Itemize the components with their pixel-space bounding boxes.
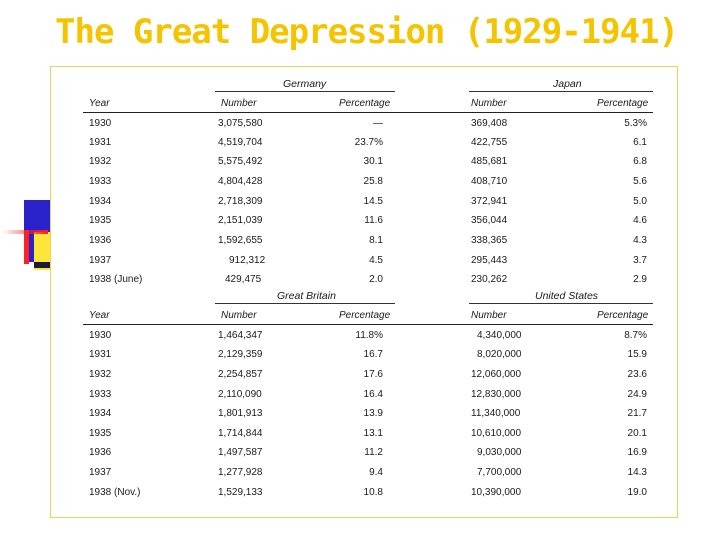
cell-percentage: — <box>373 118 383 129</box>
cell-number: 10,610,000 <box>471 428 522 439</box>
cell-number: 5,575,492 <box>218 156 263 167</box>
unemployment-table <box>83 74 653 504</box>
cell-year: 1936 <box>89 235 112 246</box>
cell-number: 7,700,000 <box>477 467 522 478</box>
cell-year: 1930 <box>89 118 112 129</box>
cell-year: 1932 <box>89 156 112 167</box>
cell-number: 2,151,039 <box>218 215 263 226</box>
col-header-year: Year <box>89 310 110 321</box>
cell-percentage: 2.9 <box>633 274 647 285</box>
cell-percentage: 5.6 <box>633 176 647 187</box>
table-row <box>83 274 653 288</box>
cell-number: 2,718,309 <box>218 196 263 207</box>
cell-year: 1931 <box>89 137 112 148</box>
cell-percentage: 13.1 <box>363 428 383 439</box>
cell-number: 2,129,359 <box>218 349 263 360</box>
cell-percentage: 4.3 <box>633 235 647 246</box>
cell-percentage: 11.2 <box>364 447 383 458</box>
col-header-percentage: Percentage <box>597 310 649 321</box>
header-rule <box>83 324 653 325</box>
cell-percentage: 30.1 <box>363 156 383 167</box>
cell-percentage: 8.1 <box>369 235 383 246</box>
cell-year: 1938 (June) <box>89 274 143 285</box>
col-header-number: Number <box>221 310 257 321</box>
table-row <box>83 176 653 190</box>
cell-percentage: 25.8 <box>363 176 383 187</box>
col-header-percentage: Percentage <box>597 98 649 109</box>
cell-number: 4,519,704 <box>218 137 263 148</box>
cell-percentage: 16.9 <box>627 447 647 458</box>
cell-percentage: 13.9 <box>363 408 383 419</box>
cell-number: 356,044 <box>471 215 508 226</box>
cell-number: 422,755 <box>471 137 508 148</box>
table-row <box>83 389 653 403</box>
cell-number: 12,830,000 <box>471 389 522 400</box>
cell-number: 1,497,587 <box>218 447 263 458</box>
cell-year: 1930 <box>89 330 112 341</box>
cell-year: 1932 <box>89 369 112 380</box>
cell-number: 1,714,844 <box>218 428 263 439</box>
cell-percentage: 21.7 <box>627 408 647 419</box>
cell-year: 1934 <box>89 408 112 419</box>
cell-percentage: 24.9 <box>627 389 647 400</box>
cell-number: 485,681 <box>471 156 508 167</box>
cell-percentage: 23.6 <box>627 369 647 380</box>
cell-number: 295,443 <box>471 255 508 266</box>
group-label-japan: Japan <box>553 78 582 90</box>
group-underline <box>469 91 653 92</box>
cell-number: 1,529,133 <box>218 487 263 498</box>
col-header-number: Number <box>221 98 257 109</box>
cell-number: 1,592,655 <box>218 235 263 246</box>
cell-number: 230,262 <box>471 274 508 285</box>
cell-percentage: 4.6 <box>633 215 647 226</box>
cell-percentage: 3.7 <box>633 255 647 266</box>
col-header-number: Number <box>471 310 507 321</box>
cell-number: 11,340,000 <box>471 408 521 419</box>
cell-number: 1,801,913 <box>218 408 263 419</box>
cell-percentage: 11.8% <box>355 330 383 341</box>
cell-year: 1935 <box>89 215 112 226</box>
cell-number: 2,110,090 <box>218 389 262 400</box>
slide-title: The Great Depression (1929-1941) <box>55 12 679 52</box>
table-row <box>83 487 653 501</box>
cell-year: 1933 <box>89 176 112 187</box>
group-label-united-states: United States <box>535 290 599 302</box>
cell-year: 1931 <box>89 349 112 360</box>
table-row <box>83 330 653 344</box>
table-row <box>83 255 653 269</box>
cell-year: 1934 <box>89 196 112 207</box>
cell-percentage: 2.0 <box>369 274 383 285</box>
cell-percentage: 14.5 <box>363 196 383 207</box>
cell-percentage: 19.0 <box>627 487 647 498</box>
table-row <box>83 447 653 461</box>
table-row <box>83 369 653 383</box>
cell-percentage: 4.5 <box>369 255 383 266</box>
group-label-great-britain: Great Britain <box>277 290 336 302</box>
cell-percentage: 15.9 <box>627 349 647 360</box>
cell-number: 2,254,857 <box>218 369 263 380</box>
cell-number: 912,312 <box>229 255 266 266</box>
cell-number: 429,475 <box>225 274 262 285</box>
table-row <box>83 349 653 363</box>
cell-number: 10,390,000 <box>471 487 522 498</box>
cell-percentage: 5.0 <box>633 196 647 207</box>
cell-number: 4,804,428 <box>218 176 263 187</box>
cell-number: 369,408 <box>471 118 508 129</box>
group-underline <box>215 91 395 92</box>
cell-number: 12,060,000 <box>471 369 522 380</box>
col-header-percentage: Percentage <box>339 310 391 321</box>
table-row <box>83 156 653 170</box>
cell-number: 4,340,000 <box>477 330 522 341</box>
cell-percentage: 20.1 <box>627 428 647 439</box>
cell-number: 1,277,928 <box>218 467 263 478</box>
cell-percentage: 9.4 <box>369 467 383 478</box>
table-row <box>83 408 653 422</box>
cell-percentage: 16.4 <box>363 389 383 400</box>
table-row <box>83 235 653 249</box>
decoration-red-bar <box>24 230 29 264</box>
table-row <box>83 196 653 210</box>
group-underline <box>469 303 653 304</box>
group-underline <box>215 303 395 304</box>
cell-percentage: 5.3% <box>624 118 647 129</box>
cell-number: 408,710 <box>471 176 508 187</box>
cell-percentage: 17.6 <box>363 369 383 380</box>
table-row <box>83 467 653 481</box>
table-row <box>83 428 653 442</box>
cell-percentage: 6.1 <box>633 137 647 148</box>
cell-year: 1933 <box>89 389 112 400</box>
table-row <box>83 118 653 132</box>
cell-number: 1,464,347 <box>218 330 263 341</box>
cell-percentage: 8.7% <box>624 330 647 341</box>
col-header-number: Number <box>471 98 507 109</box>
cell-number: 372,941 <box>471 196 508 207</box>
group-label-germany: Germany <box>283 78 327 90</box>
header-rule <box>83 112 653 113</box>
cell-percentage: 16.7 <box>363 349 383 360</box>
cell-number: 3,075,580 <box>218 118 263 129</box>
cell-number: 8,020,000 <box>477 349 522 360</box>
cell-percentage: 14.3 <box>627 467 647 478</box>
cell-year: 1938 (Nov.) <box>89 487 141 498</box>
cell-percentage: 11.6 <box>364 215 383 226</box>
table-row <box>83 137 653 151</box>
cell-percentage: 6.8 <box>633 156 647 167</box>
table-row <box>83 215 653 229</box>
cell-year: 1937 <box>89 467 112 478</box>
cell-year: 1935 <box>89 428 112 439</box>
col-header-year: Year <box>89 98 110 109</box>
cell-percentage: 10.8 <box>363 487 383 498</box>
col-header-percentage: Percentage <box>339 98 391 109</box>
cell-number: 9,030,000 <box>477 447 522 458</box>
cell-year: 1936 <box>89 447 112 458</box>
cell-year: 1937 <box>89 255 112 266</box>
cell-percentage: 23.7% <box>354 137 383 148</box>
cell-number: 338,365 <box>471 235 508 246</box>
